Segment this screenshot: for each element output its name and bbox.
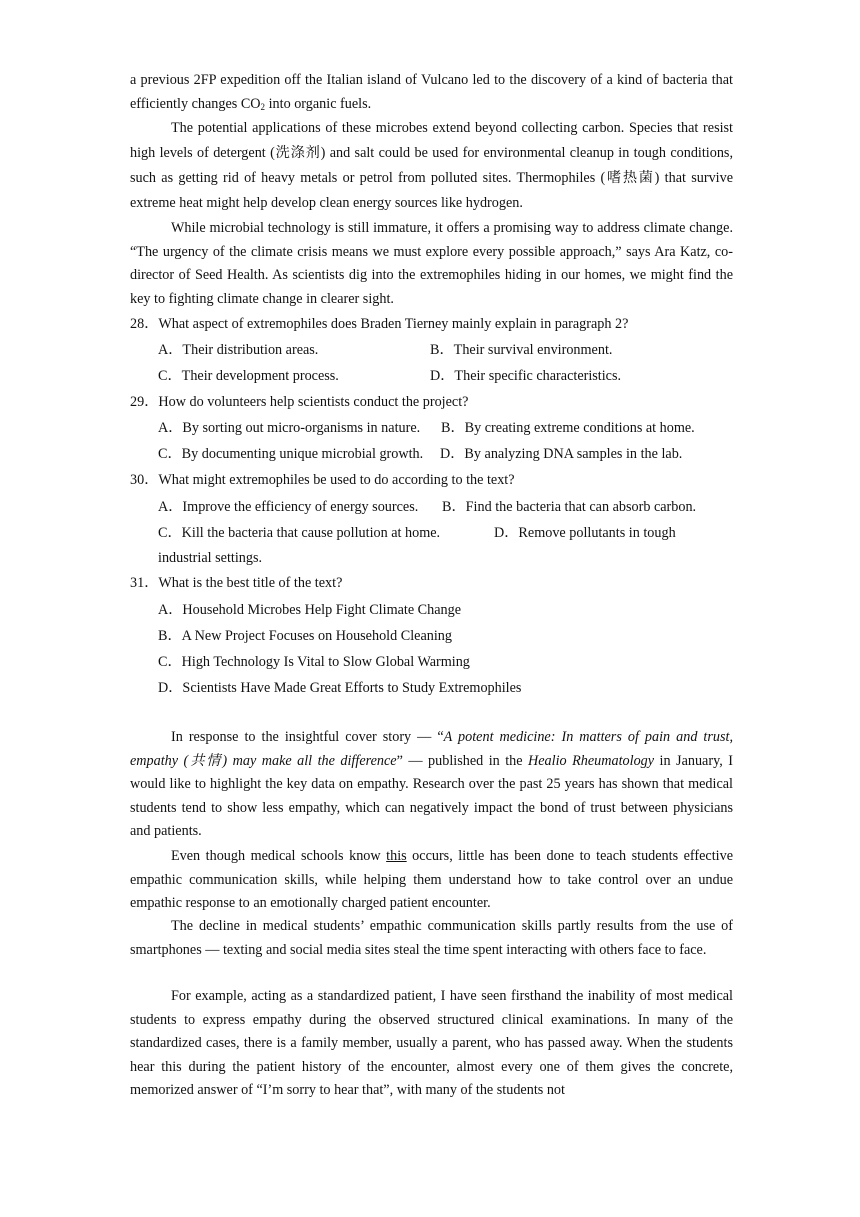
question-28-stem: 28．What aspect of extremophiles does Braden Tierney mainly explain in paragraph 2? <box>130 316 629 332</box>
question-28-option-a: A．Their distribution areas. <box>158 342 319 358</box>
question-28-option-c: C．Their development process. <box>158 368 339 384</box>
question-30-option-b: B．Find the bacteria that can absorb carbon. <box>442 499 697 515</box>
question-29-stem: 29．How do volunteers help scientists conduct the project? <box>130 394 469 410</box>
question-31-option-d: D．Scientists Have Made Great Efforts to Study Extremophiles <box>158 680 522 696</box>
passage1-paragraph-0: a previous 2FP expedition off the Italian island of Vulcano led to the discovery of a kind of bacteria that efficiently changes $CO_2$ into organic fuels. <box>130 72 733 112</box>
underlined-word-this: this <box>386 848 407 864</box>
question-30-option-a: A．Improve the efficiency of energy sources. <box>158 499 419 515</box>
question-31-option-c: C．High Technology Is Vital to Slow Global Warming <box>158 654 470 670</box>
question-30-option-c: C．Kill the bacteria that cause pollution at home. <box>158 525 441 541</box>
question-30-option-d: D．Remove pollutants in tough <box>494 525 676 541</box>
passage1-paragraph-1: The potential applications of these microbes extend beyond collecting carbon. Species that resist high levels of detergent (洗涤剂) and salt could be used for environmental cleanup in tough conditions, such as getting rid of heavy metals or petrol from polluted sites. Thermophiles (嗜热菌) that survive extreme heat might help develop clean energy sources like hydrogen. <box>130 120 733 211</box>
journal-name: Healio Rheumatology <box>528 752 655 769</box>
passage1-paragraph-2: While microbial technology is still immature, it offers a promising way to address climate change. “The urgency of the climate crisis means we must explore every possible approach,” says Ara Katz, co-director of Seed Health. As scientists dig into the extremophiles hiding in our homes, we might find the key to fighting climate change in clearer sight. <box>130 220 733 307</box>
question-29-option-c: C．By documenting unique microbial growth. <box>158 446 424 462</box>
question-29-option-a: A．By sorting out micro-organisms in nature. <box>158 420 421 436</box>
question-28-option-d: D．Their specific characteristics. <box>430 368 622 384</box>
question-31-stem: 31．What is the best title of the text? <box>130 575 343 591</box>
passage2-paragraph-2: Even though medical schools know this occurs, little has been done to teach students effective empathic communication skills, while helping them understand how to take control over an undue empathic response to an emotionally charged patient encounter. <box>130 848 733 911</box>
cover-story-title: A potent medicine: In matters of pain and trust, empathy (共情) may make all the difference <box>130 729 733 769</box>
question-30-option-d-continued: industrial settings. <box>158 550 263 566</box>
question-29-option-d: D．By analyzing DNA samples in the lab. <box>440 446 683 462</box>
question-30-stem: 30．What might extremophiles be used to do according to the text? <box>130 472 515 488</box>
question-31-option-a: A．Household Microbes Help Fight Climate Change <box>158 602 462 618</box>
question-31-option-b: B．A New Project Focuses on Household Cleaning <box>158 628 452 644</box>
question-28-option-b: B．Their survival environment. <box>430 342 613 358</box>
question-29-option-b: B．By creating extreme conditions at home. <box>441 420 695 436</box>
passage2-paragraph-4: For example, acting as a standardized patient, I have seen firsthand the inability of most medical students to express empathy during the observed structured clinical examinations. In many of the standardized cases, there is a family member, usually a parent, who has passed away. When the students hear this during the patient history of the encounter, almost every one of them gives the concrete, memorized answer of “I’m sorry to hear that”, with many of the students not <box>130 988 733 1098</box>
passage2-paragraph-3: The decline in medical students’ empathic communication skills partly results from the use of smartphones — texting and social media sites steal the time spent interacting with others face to face. <box>130 918 733 958</box>
passage2-paragraph-1: In response to the insightful cover story — “A potent medicine: In matters of pain and trust, empathy (共情) may make all the difference” — published in the Healio Rheumatology in January, I would like to highlight the key data on empathy. Research over the past 25 years has shown that medical students tend to show less empathy, which can negatively impact the bond of trust between physicians and patients. <box>130 729 733 839</box>
